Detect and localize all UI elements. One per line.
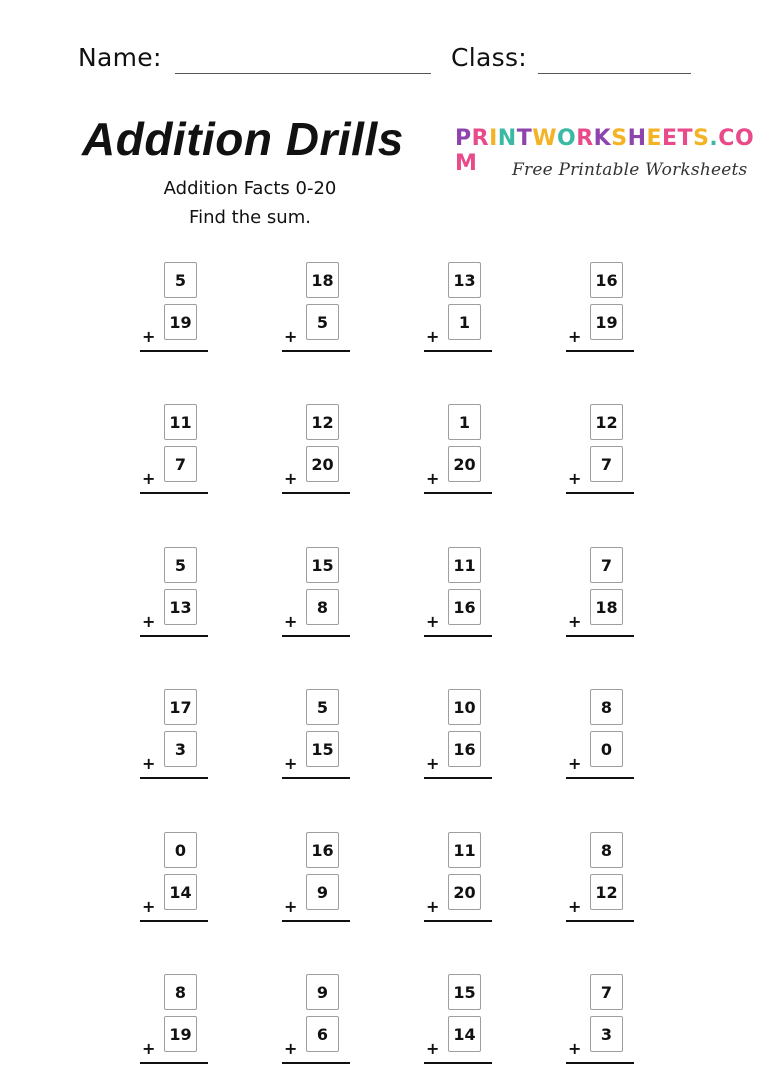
plus-sign: + — [568, 327, 582, 346]
name-label: Name: — [78, 43, 162, 72]
answer-line[interactable] — [140, 777, 208, 779]
answer-line[interactable] — [566, 920, 634, 922]
plus-sign: + — [568, 1039, 582, 1058]
student-info-row — [78, 40, 698, 80]
addend-top: 8 — [590, 689, 623, 725]
addend-top: 5 — [164, 547, 197, 583]
addend-bottom: 20 — [306, 446, 339, 482]
name-field[interactable] — [175, 73, 431, 74]
addend-top: 18 — [306, 262, 339, 298]
plus-sign: + — [142, 754, 156, 773]
addend-top: 9 — [306, 974, 339, 1010]
addend-bottom: 3 — [164, 731, 197, 767]
addend-bottom: 5 — [306, 304, 339, 340]
plus-sign: + — [426, 897, 440, 916]
plus-sign: + — [284, 897, 298, 916]
addition-problem — [140, 262, 210, 357]
addend-top: 16 — [590, 262, 623, 298]
logo-letter: S — [611, 126, 628, 151]
plus-sign: + — [426, 612, 440, 631]
addition-problem — [424, 404, 494, 499]
addend-top: 12 — [590, 404, 623, 440]
worksheet-subtitle: Addition Facts 0-20 — [163, 178, 337, 199]
class-field[interactable] — [538, 73, 691, 74]
logo-tagline: Free Printable Worksheets — [512, 160, 748, 180]
logo-letter: R — [471, 126, 490, 151]
addition-problem — [566, 974, 636, 1069]
plus-sign: + — [426, 327, 440, 346]
logo-letter: H — [627, 126, 647, 151]
plus-sign: + — [284, 612, 298, 631]
answer-line[interactable] — [282, 920, 350, 922]
addition-problem — [424, 547, 494, 642]
addend-bottom: 12 — [590, 874, 623, 910]
answer-line[interactable] — [566, 635, 634, 637]
logo-letter: T — [677, 126, 694, 151]
addend-top: 5 — [306, 689, 339, 725]
class-label: Class: — [451, 43, 527, 72]
logo-letter: S — [693, 126, 710, 151]
addition-problem — [282, 689, 352, 784]
addend-bottom: 19 — [590, 304, 623, 340]
addend-top: 0 — [164, 832, 197, 868]
addend-top: 11 — [448, 547, 481, 583]
answer-line[interactable] — [282, 350, 350, 352]
plus-sign: + — [284, 469, 298, 488]
addend-bottom: 16 — [448, 731, 481, 767]
answer-line[interactable] — [566, 777, 634, 779]
addition-problem — [282, 547, 352, 642]
addend-top: 1 — [448, 404, 481, 440]
addition-problem — [282, 974, 352, 1069]
addend-top: 15 — [306, 547, 339, 583]
addend-bottom: 20 — [448, 874, 481, 910]
answer-line[interactable] — [140, 1062, 208, 1064]
addition-problem — [282, 832, 352, 927]
addition-problem — [566, 832, 636, 927]
addition-problem — [424, 262, 494, 357]
answer-line[interactable] — [424, 635, 492, 637]
addition-problem — [424, 832, 494, 927]
addend-bottom: 6 — [306, 1016, 339, 1052]
logo-letter: O — [556, 126, 577, 151]
answer-line[interactable] — [282, 635, 350, 637]
addend-bottom: 1 — [448, 304, 481, 340]
addend-bottom: 9 — [306, 874, 339, 910]
logo-letter: W — [532, 126, 557, 151]
addition-problem — [566, 689, 636, 784]
logo-letter: E — [662, 126, 678, 151]
plus-sign: + — [568, 612, 582, 631]
plus-sign: + — [142, 897, 156, 916]
addend-top: 8 — [164, 974, 197, 1010]
addend-top: 17 — [164, 689, 197, 725]
answer-line[interactable] — [424, 777, 492, 779]
logo-letter: E — [646, 126, 663, 151]
addition-problem — [282, 404, 352, 499]
plus-sign: + — [284, 754, 298, 773]
plus-sign: + — [426, 1039, 440, 1058]
addend-top: 13 — [448, 262, 481, 298]
addend-top: 7 — [590, 974, 623, 1010]
addend-bottom: 7 — [590, 446, 623, 482]
addition-problem — [424, 974, 494, 1069]
logo-letter: R — [576, 126, 594, 151]
logo-letter: P — [455, 126, 472, 151]
addition-problem — [566, 547, 636, 642]
answer-line[interactable] — [424, 1062, 492, 1064]
answer-line[interactable] — [282, 492, 350, 494]
addend-bottom: 15 — [306, 731, 339, 767]
answer-line[interactable] — [424, 492, 492, 494]
addend-bottom: 20 — [448, 446, 481, 482]
addend-top: 16 — [306, 832, 339, 868]
addend-top: 11 — [164, 404, 197, 440]
plus-sign: + — [284, 1039, 298, 1058]
plus-sign: + — [568, 897, 582, 916]
addend-top: 15 — [448, 974, 481, 1010]
addend-bottom: 14 — [448, 1016, 481, 1052]
plus-sign: + — [142, 612, 156, 631]
addend-bottom: 13 — [164, 589, 197, 625]
addend-bottom: 16 — [448, 589, 481, 625]
answer-line[interactable] — [140, 492, 208, 494]
plus-sign: + — [426, 754, 440, 773]
answer-line[interactable] — [424, 920, 492, 922]
worksheet-instructions: Find the sum. — [189, 207, 311, 228]
plus-sign: + — [142, 469, 156, 488]
addition-problem — [140, 547, 210, 642]
logo-letter: M — [455, 151, 478, 176]
plus-sign: + — [284, 327, 298, 346]
answer-line[interactable] — [424, 350, 492, 352]
addend-bottom: 14 — [164, 874, 197, 910]
plus-sign: + — [142, 327, 156, 346]
addition-problem — [282, 262, 352, 357]
logo-letter: C — [718, 126, 735, 151]
answer-line[interactable] — [140, 350, 208, 352]
logo-letter: T — [516, 126, 533, 151]
answer-line[interactable] — [566, 492, 634, 494]
addend-bottom: 0 — [590, 731, 623, 767]
plus-sign: + — [568, 469, 582, 488]
addend-top: 10 — [448, 689, 481, 725]
plus-sign: + — [426, 469, 440, 488]
addend-bottom: 7 — [164, 446, 197, 482]
answer-line[interactable] — [282, 1062, 350, 1064]
addition-problem — [140, 689, 210, 784]
addition-problem — [424, 689, 494, 784]
plus-sign: + — [568, 754, 582, 773]
addition-problem — [140, 404, 210, 499]
addend-top: 11 — [448, 832, 481, 868]
addend-bottom: 19 — [164, 304, 197, 340]
addition-problem — [566, 404, 636, 499]
addition-problem — [140, 832, 210, 927]
addend-bottom: 8 — [306, 589, 339, 625]
answer-line[interactable] — [566, 350, 634, 352]
logo-letter: I — [489, 126, 498, 151]
answer-line[interactable] — [282, 777, 350, 779]
addend-top: 8 — [590, 832, 623, 868]
logo-letter: O — [734, 126, 755, 151]
addend-top: 7 — [590, 547, 623, 583]
logo-letter: N — [497, 126, 517, 151]
addend-top: 5 — [164, 262, 197, 298]
worksheet-title: Addition Drills — [82, 113, 404, 165]
logo-letter: K — [593, 126, 612, 151]
addition-problem — [140, 974, 210, 1069]
answer-line[interactable] — [566, 1062, 634, 1064]
plus-sign: + — [142, 1039, 156, 1058]
addition-problem — [566, 262, 636, 357]
addend-bottom: 18 — [590, 589, 623, 625]
addend-top: 12 — [306, 404, 339, 440]
addend-bottom: 3 — [590, 1016, 623, 1052]
answer-line[interactable] — [140, 920, 208, 922]
answer-line[interactable] — [140, 635, 208, 637]
addend-bottom: 19 — [164, 1016, 197, 1052]
logo-letter: . — [709, 126, 719, 151]
